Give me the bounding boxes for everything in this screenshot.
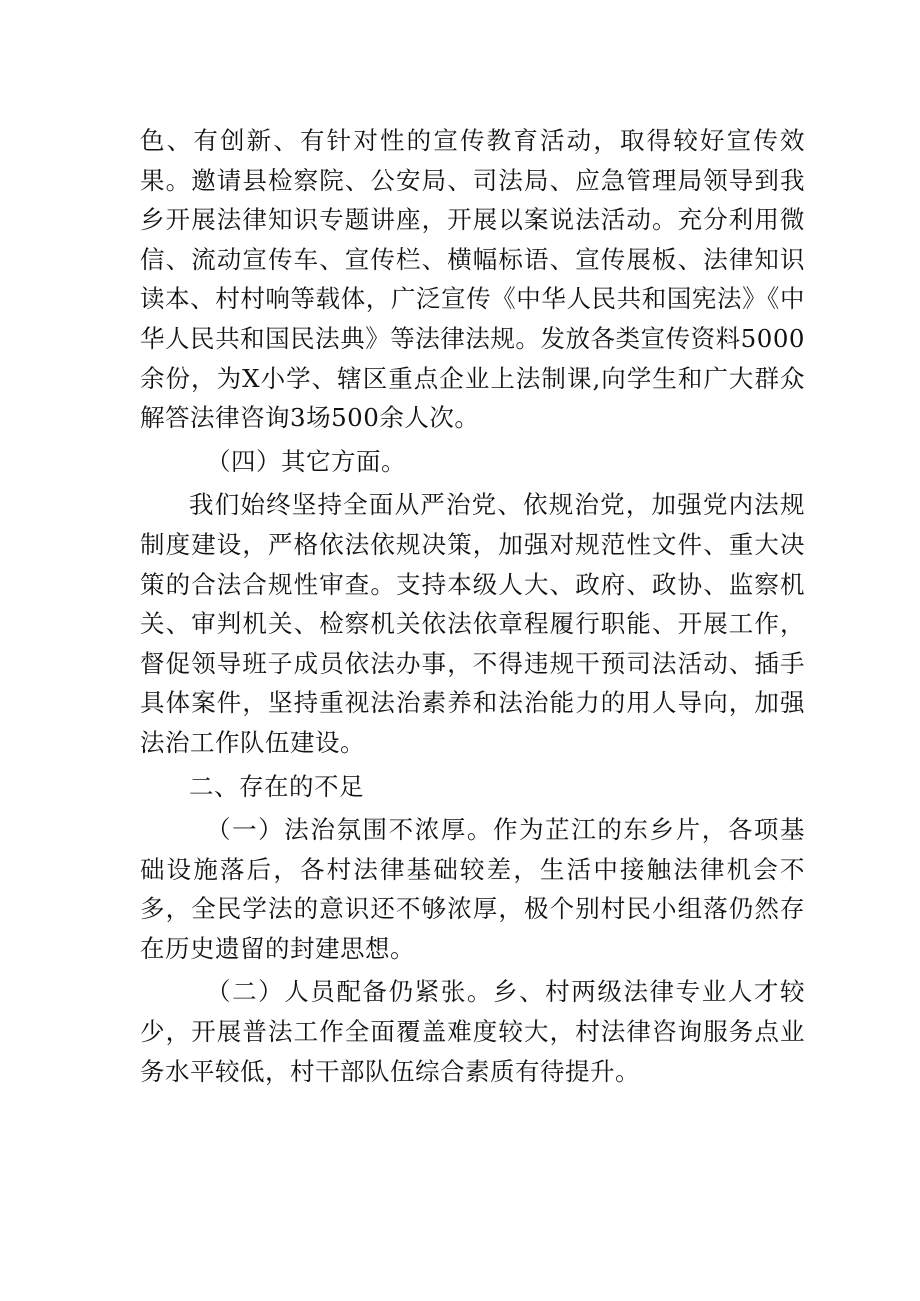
paragraph-shortcoming-2: （二）人员配备仍紧张。乡、村两级法律专业人才较少，开展普法工作全面覆盖难度较大，村法律咨询服务点业务水平较低，村干部队伍综合素质有待提升。 xyxy=(140,977,805,1086)
document-body xyxy=(140,121,805,1091)
heading-other-aspects: （四）其它方面。 xyxy=(206,446,406,476)
heading-shortcomings: 二、存在的不足 xyxy=(189,771,364,801)
paragraph-party-governance: 我们始终坚持全面从严治党、依规治党，加强党内法规制度建设，严格依法依规决策，加强对规范性文件、重大决策的合法合规性审查。支持本级人大、政府、政协、监察机关、审判机关、检察机关依法依章程履行职能、开展工作，督促领导班子成员依法办事，不得违规干预司法活动、插手具体案件，坚持重视法治素养和法治能力的用人导向，加强法治工作队伍建设。 xyxy=(140,490,805,757)
paragraph-publicity-activities: 色、有创新、有针对性的宣传教育活动，取得较好宣传效果。邀请县检察院、公安局、司法局、应急管理局领导到我乡开展法律知识专题讲座，开展以案说法活动。充分利用微信、流动宣传车、宣传栏、横幅标语、宣传展板、法律知识读本、村村响等载体，广泛宣传《中华人民共和国宪法》《中华人民共和国民法典》等法律法规。发放各类宣传资料5000余份，为X小学、辖区重点企业上法制课,向学生和广大群众解答法律咨询3场500余人次。 xyxy=(140,126,805,433)
paragraph-shortcoming-1: （一）法治氛围不浓厚。作为芷江的东乡片，各项基础设施落后，各村法律基础较差，生活中接触法律机会不多，全民学法的意识还不够浓厚，极个别村民小组落仍然存在历史遗留的封建思想。 xyxy=(140,815,805,963)
